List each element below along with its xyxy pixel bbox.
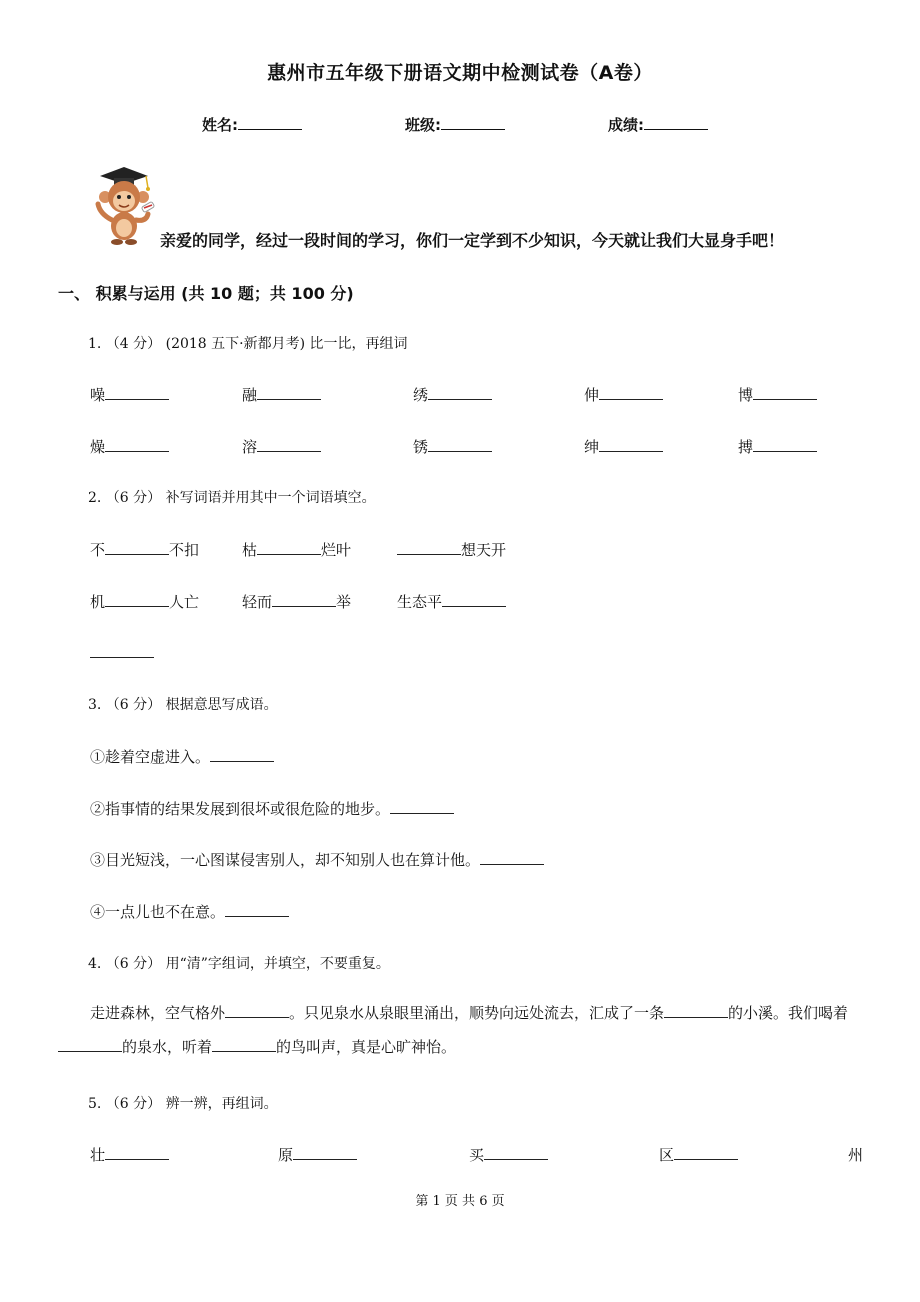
class-blank[interactable] xyxy=(441,114,505,130)
q1-item xyxy=(738,384,817,405)
answer-blank[interactable] xyxy=(480,850,544,865)
answer-blank[interactable] xyxy=(272,592,336,607)
q1-item xyxy=(242,384,321,405)
q5-char: 壮 xyxy=(90,1146,106,1164)
answer-blank[interactable] xyxy=(664,1003,728,1018)
answer-blank[interactable] xyxy=(105,385,169,400)
q2-prefix: 不 xyxy=(90,541,106,559)
q3-meaning: ②指事情的结果发展到很坏或很危险的地步。 xyxy=(90,800,391,818)
answer-blank[interactable] xyxy=(390,799,454,814)
q2-item xyxy=(90,591,199,612)
q1-char: 绅 xyxy=(584,438,600,456)
q2-suffix: 烂叶 xyxy=(321,541,352,559)
q2-item xyxy=(397,539,506,560)
q5-char: 买 xyxy=(469,1146,485,1164)
class-field[interactable] xyxy=(405,114,505,135)
q1-item xyxy=(90,384,169,405)
q4-text: 的鸟叫声，真是心旷神怡。 xyxy=(276,1038,457,1056)
answer-blank[interactable] xyxy=(257,540,321,555)
q1-char: 噪 xyxy=(90,386,106,404)
q1-char: 融 xyxy=(242,386,258,404)
q1-char: 博 xyxy=(738,386,754,404)
q2-prefix: 机 xyxy=(90,593,106,611)
q2-item xyxy=(242,539,351,560)
q1-char: 绣 xyxy=(413,386,429,404)
answer-blank[interactable] xyxy=(257,437,321,452)
answer-blank[interactable] xyxy=(225,1003,289,1018)
answer-blank[interactable] xyxy=(428,385,492,400)
answer-blank[interactable] xyxy=(257,385,321,400)
answer-blank[interactable] xyxy=(58,1037,122,1052)
q4-paragraph xyxy=(58,996,866,1064)
answer-blank[interactable] xyxy=(428,437,492,452)
q2-item xyxy=(242,591,351,612)
q5-item xyxy=(278,1144,357,1165)
name-label: 姓名: xyxy=(202,116,238,134)
answer-blank[interactable] xyxy=(674,1145,738,1160)
page-title: 惠州市五年级下册语文期中检测试卷（A卷） xyxy=(267,62,653,84)
q5-item xyxy=(848,1144,863,1165)
answer-blank[interactable] xyxy=(105,1145,169,1160)
q1-char: 溶 xyxy=(242,438,258,456)
q3-meaning: ①趁着空虚进入。 xyxy=(90,748,211,766)
answer-blank[interactable] xyxy=(105,540,169,555)
greeting: 亲爱的同学，经过一段时间的学习，你们一定学到不少知识，今天就让我们大显身手吧！ xyxy=(160,231,785,250)
q2-prefix: 生态平 xyxy=(397,593,443,611)
answer-blank[interactable] xyxy=(753,437,817,452)
q5-item xyxy=(659,1144,738,1165)
score-field[interactable] xyxy=(608,114,708,135)
page-footer: 第 1 页 共 6 页 xyxy=(415,1194,505,1209)
q3-meaning: ④一点儿也不在意。 xyxy=(90,903,226,921)
score-blank[interactable] xyxy=(644,114,708,130)
q1-char: 搏 xyxy=(738,438,754,456)
q1-char: 伸 xyxy=(584,386,600,404)
q1-char: 燥 xyxy=(90,438,106,456)
answer-blank[interactable] xyxy=(210,747,274,762)
answer-blank[interactable] xyxy=(442,592,506,607)
q4-text: 。只见泉水从泉眼里涌出，顺势向远处流去，汇成了一条 xyxy=(289,1004,665,1022)
q2-suffix: 人亡 xyxy=(169,593,200,611)
q3-item xyxy=(90,798,454,819)
answer-blank[interactable] xyxy=(599,385,663,400)
name-field[interactable] xyxy=(202,114,302,135)
q2-suffix: 不扣 xyxy=(169,541,200,559)
q1-item xyxy=(90,436,169,457)
answer-blank[interactable] xyxy=(90,643,154,658)
answer-blank[interactable] xyxy=(397,540,461,555)
q1-item xyxy=(413,436,492,457)
answer-blank[interactable] xyxy=(105,437,169,452)
q3-meaning: ③目光短浅，一心图谋侵害别人，却不知别人也在算计他。 xyxy=(90,851,481,869)
answer-blank[interactable] xyxy=(105,592,169,607)
answer-blank[interactable] xyxy=(599,437,663,452)
q5-char: 原 xyxy=(278,1146,294,1164)
question-2-label: 2. （6 分） 补写词语并用其中一个词语填空。 xyxy=(88,490,376,506)
q3-item xyxy=(90,901,289,922)
question-1-label: 1. （4 分） (2018 五下·新都月考) 比一比，再组词 xyxy=(88,336,408,352)
q1-item xyxy=(584,436,663,457)
question-3-label: 3. （6 分） 根据意思写成语。 xyxy=(88,697,278,713)
name-blank[interactable] xyxy=(238,114,302,130)
q1-item xyxy=(584,384,663,405)
q2-sentence-item xyxy=(90,643,154,662)
q3-item xyxy=(90,849,544,870)
q2-item xyxy=(90,539,199,560)
answer-blank[interactable] xyxy=(753,385,817,400)
question-5-label: 5. （6 分） 辨一辨，再组词。 xyxy=(88,1096,278,1112)
q2-suffix: 想天开 xyxy=(461,541,507,559)
q2-prefix: 枯 xyxy=(242,541,258,559)
q2-item xyxy=(397,591,506,612)
q1-item xyxy=(413,384,492,405)
question-4-label: 4. （6 分） 用“清”字组词，并填空，不要重复。 xyxy=(88,956,390,972)
answer-blank[interactable] xyxy=(225,902,289,917)
score-label: 成绩: xyxy=(608,116,644,134)
q4-text: 的小溪。我们喝着 xyxy=(728,1004,849,1022)
answer-blank[interactable] xyxy=(484,1145,548,1160)
q5-char: 区 xyxy=(659,1146,675,1164)
q1-item xyxy=(242,436,321,457)
q5-item xyxy=(469,1144,548,1165)
section-heading: 一、 积累与运用 (共 10 题；共 100 分) xyxy=(58,284,354,303)
q1-char: 锈 xyxy=(413,438,429,456)
graduate-monkey-icon xyxy=(86,164,156,248)
class-label: 班级: xyxy=(405,116,441,134)
q1-item xyxy=(738,436,817,457)
q3-item xyxy=(90,746,274,767)
q4-text: 走进森林，空气格外 xyxy=(90,1004,226,1022)
q2-prefix: 轻而 xyxy=(242,593,273,611)
q4-text: 的泉水，听着 xyxy=(122,1038,213,1056)
answer-blank[interactable] xyxy=(293,1145,357,1160)
answer-blank[interactable] xyxy=(212,1037,276,1052)
q5-item xyxy=(90,1144,169,1165)
q5-char: 州 xyxy=(848,1146,864,1164)
q2-suffix: 举 xyxy=(336,593,352,611)
